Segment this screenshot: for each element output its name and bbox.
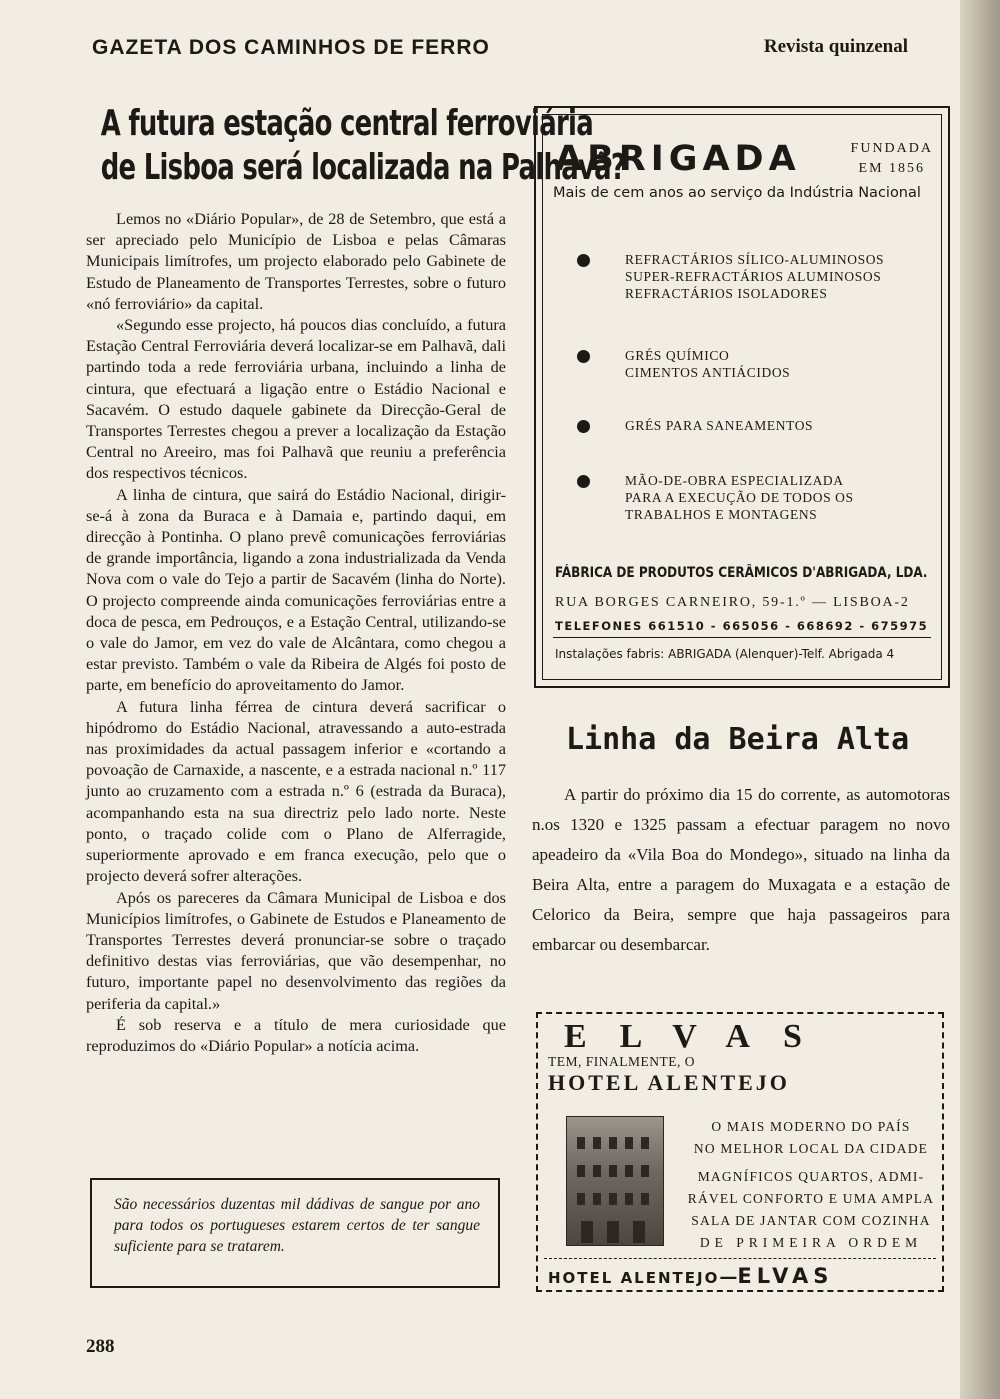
founded-year: EM 1856 bbox=[858, 161, 926, 176]
window-shape bbox=[609, 1193, 617, 1205]
bullet-icon bbox=[577, 350, 590, 363]
divider bbox=[544, 1258, 936, 1259]
window-shape bbox=[593, 1137, 601, 1149]
article-paragraph: Após os pareceres da Câmara Municipal de Lisboa e dos Municípios limítrofes, o Gabinete de Estudos e Planeamento de Transportes Terrestes deverá pronunciar-se sobre o traçado definitivo destas vias ferroviárias, que vão desempenhar, no futuro, importante papel no desenvolvimento das regiões da periferia da capital.» bbox=[86, 887, 506, 1013]
company-phones: TELEFONES 661510 - 665056 - 668692 - 675975 bbox=[555, 619, 929, 633]
article-paragraph: A linha de cintura, que sairá do Estádio Nacional, dirigir-se-á à zona da Buraca e à Damaia e, partindo daqui, em direcção à Pontinha. O plano prevê comunicações ferroviárias de grande importância, ligando a zona industrializada da Venda Nova com o vale do Tejo a partir de Sacavém (linha do Norte). O projecto compreende ainda comunicações ferroviárias entre a doca de pesca, em Pedrouços, e a Estação Central, utilizando-se o vale do Jamor, em vez do vale de Alcântara, como chegou a estar previsto. Também o vale da Ribeira de Algés foi posto de parte, em benefício do aproveitamento do Jamor. bbox=[86, 484, 506, 695]
headline-line-2: de Lisboa será localizada na Palhavã? bbox=[100, 147, 626, 188]
product-item: MÃO-DE-OBRA ESPECIALIZADA bbox=[625, 473, 844, 488]
window-shape bbox=[625, 1193, 633, 1205]
product-group bbox=[625, 417, 945, 434]
footer-hotel-name: HOTEL ALENTEJO bbox=[548, 1269, 720, 1287]
window-shape bbox=[641, 1193, 649, 1205]
arch-shape bbox=[607, 1221, 619, 1243]
product-item: GRÉS QUÍMICO bbox=[625, 348, 730, 363]
page-number: 288 bbox=[86, 1336, 115, 1357]
company-address: RUA BORGES CARNEIRO, 59-1.º — LISBOA-2 bbox=[555, 595, 910, 610]
product-item: PARA A EXECUÇÃO DE TODOS OS bbox=[625, 490, 854, 505]
publication-frequency: Revista quinzenal bbox=[763, 36, 908, 57]
product-item: CIMENTOS ANTIÁCIDOS bbox=[625, 365, 791, 380]
hotel-features bbox=[686, 1116, 936, 1254]
product-item: GRÉS PARA SANEAMENTOS bbox=[625, 418, 814, 433]
bullet-icon bbox=[577, 475, 590, 488]
divider bbox=[553, 637, 931, 638]
window-shape bbox=[593, 1165, 601, 1177]
product-item: REFRACTÁRIOS SÍLICO-ALUMINOSOS bbox=[625, 252, 885, 267]
company-name: FÁBRICA DE PRODUTOS CERÂMICOS D'ABRIGADA, LDA. bbox=[555, 565, 928, 581]
window-shape bbox=[641, 1137, 649, 1149]
product-group bbox=[625, 347, 945, 381]
article-paragraph: É sob reserva e a título de mera curiosidade que reproduzimos do «Diário Popular» a notícia acima. bbox=[86, 1014, 506, 1055]
ad-inner-frame bbox=[542, 114, 942, 680]
window-shape bbox=[625, 1137, 633, 1149]
window-shape bbox=[609, 1165, 617, 1177]
ad-footer bbox=[548, 1264, 833, 1288]
bullet-icon bbox=[577, 420, 590, 433]
feature-line: O MAIS MODERNO DO PAÍS bbox=[711, 1119, 911, 1134]
window-shape bbox=[577, 1165, 585, 1177]
arch-shape bbox=[581, 1221, 593, 1243]
hotel-photo bbox=[566, 1116, 664, 1246]
product-item: SUPER-REFRACTÁRIOS ALUMINOSOS bbox=[625, 269, 882, 284]
beira-alta-body bbox=[532, 780, 950, 960]
feature-line: DE PRIMEIRA ORDEM bbox=[699, 1235, 923, 1250]
product-item: REFRACTÁRIOS ISOLADORES bbox=[625, 286, 828, 301]
ad-tagline: Mais de cem anos ao serviço da Indústria Nacional bbox=[553, 185, 921, 201]
founded-line: FUNDADA bbox=[850, 141, 933, 156]
article-paragraph: «Segundo esse projecto, há poucos dias concluído, a futura Estação Central Ferroviária deverá localizar-se em Palhavã, dali partindo toda a rede ferroviária urbana, incluindo a linha de cintura, que efectuará a ligação entre o Estádio Nacional e Sacavém. O estudo daquele gabinete da Direcção-Geral de Transportes Terrestes chegou a prever a localização da Estação Central no Areeiro, mas foi Palhavã que reuniu a preferência dos respectivos técnicos. bbox=[86, 315, 506, 483]
footer-dash: — bbox=[719, 1267, 738, 1288]
ad-city-title: ELVAS bbox=[564, 1018, 835, 1055]
window-shape bbox=[609, 1137, 617, 1149]
abrigada-advertisement bbox=[534, 106, 950, 688]
feature-line: MAGNÍFICOS QUARTOS, ADMI- bbox=[697, 1169, 925, 1184]
arch-shape bbox=[633, 1221, 645, 1243]
article-paragraph: A futura linha férrea de cintura deverá sacrificar o hipódromo do Estádio Nacional, atravessando a auto-estrada nas proximidades da actual passagem inferior e «cortando a povoação de Carnaxide, a nascente, e a estrada nacional n.º 117 junto ao cruzamento com a estrada n.º 6 (estrada da Buraca), acompanhando esta na sua directriz pelo lado norte. Neste ponto, o traçado colide com o Plano de Alferragide, superiormente aprovado e em franca execução, pelo que o projecto deverá sofrer alterações. bbox=[86, 696, 506, 886]
ad-brand: ABRIGADA bbox=[555, 139, 801, 179]
ad-hotel-name: HOTEL ALENTEJO bbox=[548, 1070, 790, 1095]
blood-donation-notice: São necessários duzentas mil dádivas de sangue por ano para todos os portugueses estarem certos de ter sangue suficiente para se tratarem. bbox=[90, 1178, 500, 1288]
window-shape bbox=[593, 1193, 601, 1205]
beira-alta-paragraph: A partir do próximo dia 15 do corrente, as automotoras n.os 1320 e 1325 passam a efectuar paragem no novo apeadeiro da «Vila Boa do Mondego», situado na linha da Beira Alta, entre a paragem do Muxagata e a estação de Celorico da Beira, sempre que haja passageiros para embarcar ou desembarcar. bbox=[532, 785, 950, 954]
feature-line: RÁVEL CONFORTO E UMA AMPLA bbox=[687, 1191, 935, 1206]
page-binding-edge bbox=[960, 0, 1000, 1399]
feature-line: NO MELHOR LOCAL DA CIDADE bbox=[693, 1141, 929, 1156]
publication-title: GAZETA DOS CAMINHOS DE FERRO bbox=[92, 36, 490, 59]
window-shape bbox=[641, 1165, 649, 1177]
bullet-icon bbox=[577, 254, 590, 267]
ad-subtitle: TEM, FINALMENTE, O bbox=[548, 1054, 695, 1069]
product-item: TRABALHOS E MONTAGENS bbox=[625, 507, 818, 522]
article-paragraph: Lemos no «Diário Popular», de 28 de Setembro, que está a ser apreciado pelo Município de Lisboa e pelas Câmaras Municipais limítrofes, um projecto elaborado pelo Gabinete de Estudo de Planeamento de Transportes Terrestes, sobre o futuro «nó ferroviário» da capital. bbox=[86, 209, 506, 313]
headline-line-1: A futura estação central ferroviária bbox=[100, 103, 593, 144]
product-list bbox=[625, 251, 945, 523]
window-shape bbox=[625, 1165, 633, 1177]
window-shape bbox=[577, 1193, 585, 1205]
beira-alta-title: Linha da Beira Alta bbox=[566, 722, 910, 757]
product-group bbox=[625, 251, 945, 302]
factory-locations: Instalações fabris: ABRIGADA (Alenquer)-Telf. Abrigada 4 bbox=[555, 647, 895, 661]
product-group bbox=[625, 472, 945, 523]
article-body bbox=[86, 208, 506, 1056]
article-headline bbox=[100, 102, 626, 190]
window-shape bbox=[577, 1137, 585, 1149]
feature-line: SALA DE JANTAR COM COZINHA bbox=[691, 1213, 931, 1228]
ad-founded bbox=[851, 139, 933, 179]
hotel-alentejo-advertisement bbox=[536, 1012, 944, 1292]
footer-city: ELVAS bbox=[737, 1264, 834, 1288]
